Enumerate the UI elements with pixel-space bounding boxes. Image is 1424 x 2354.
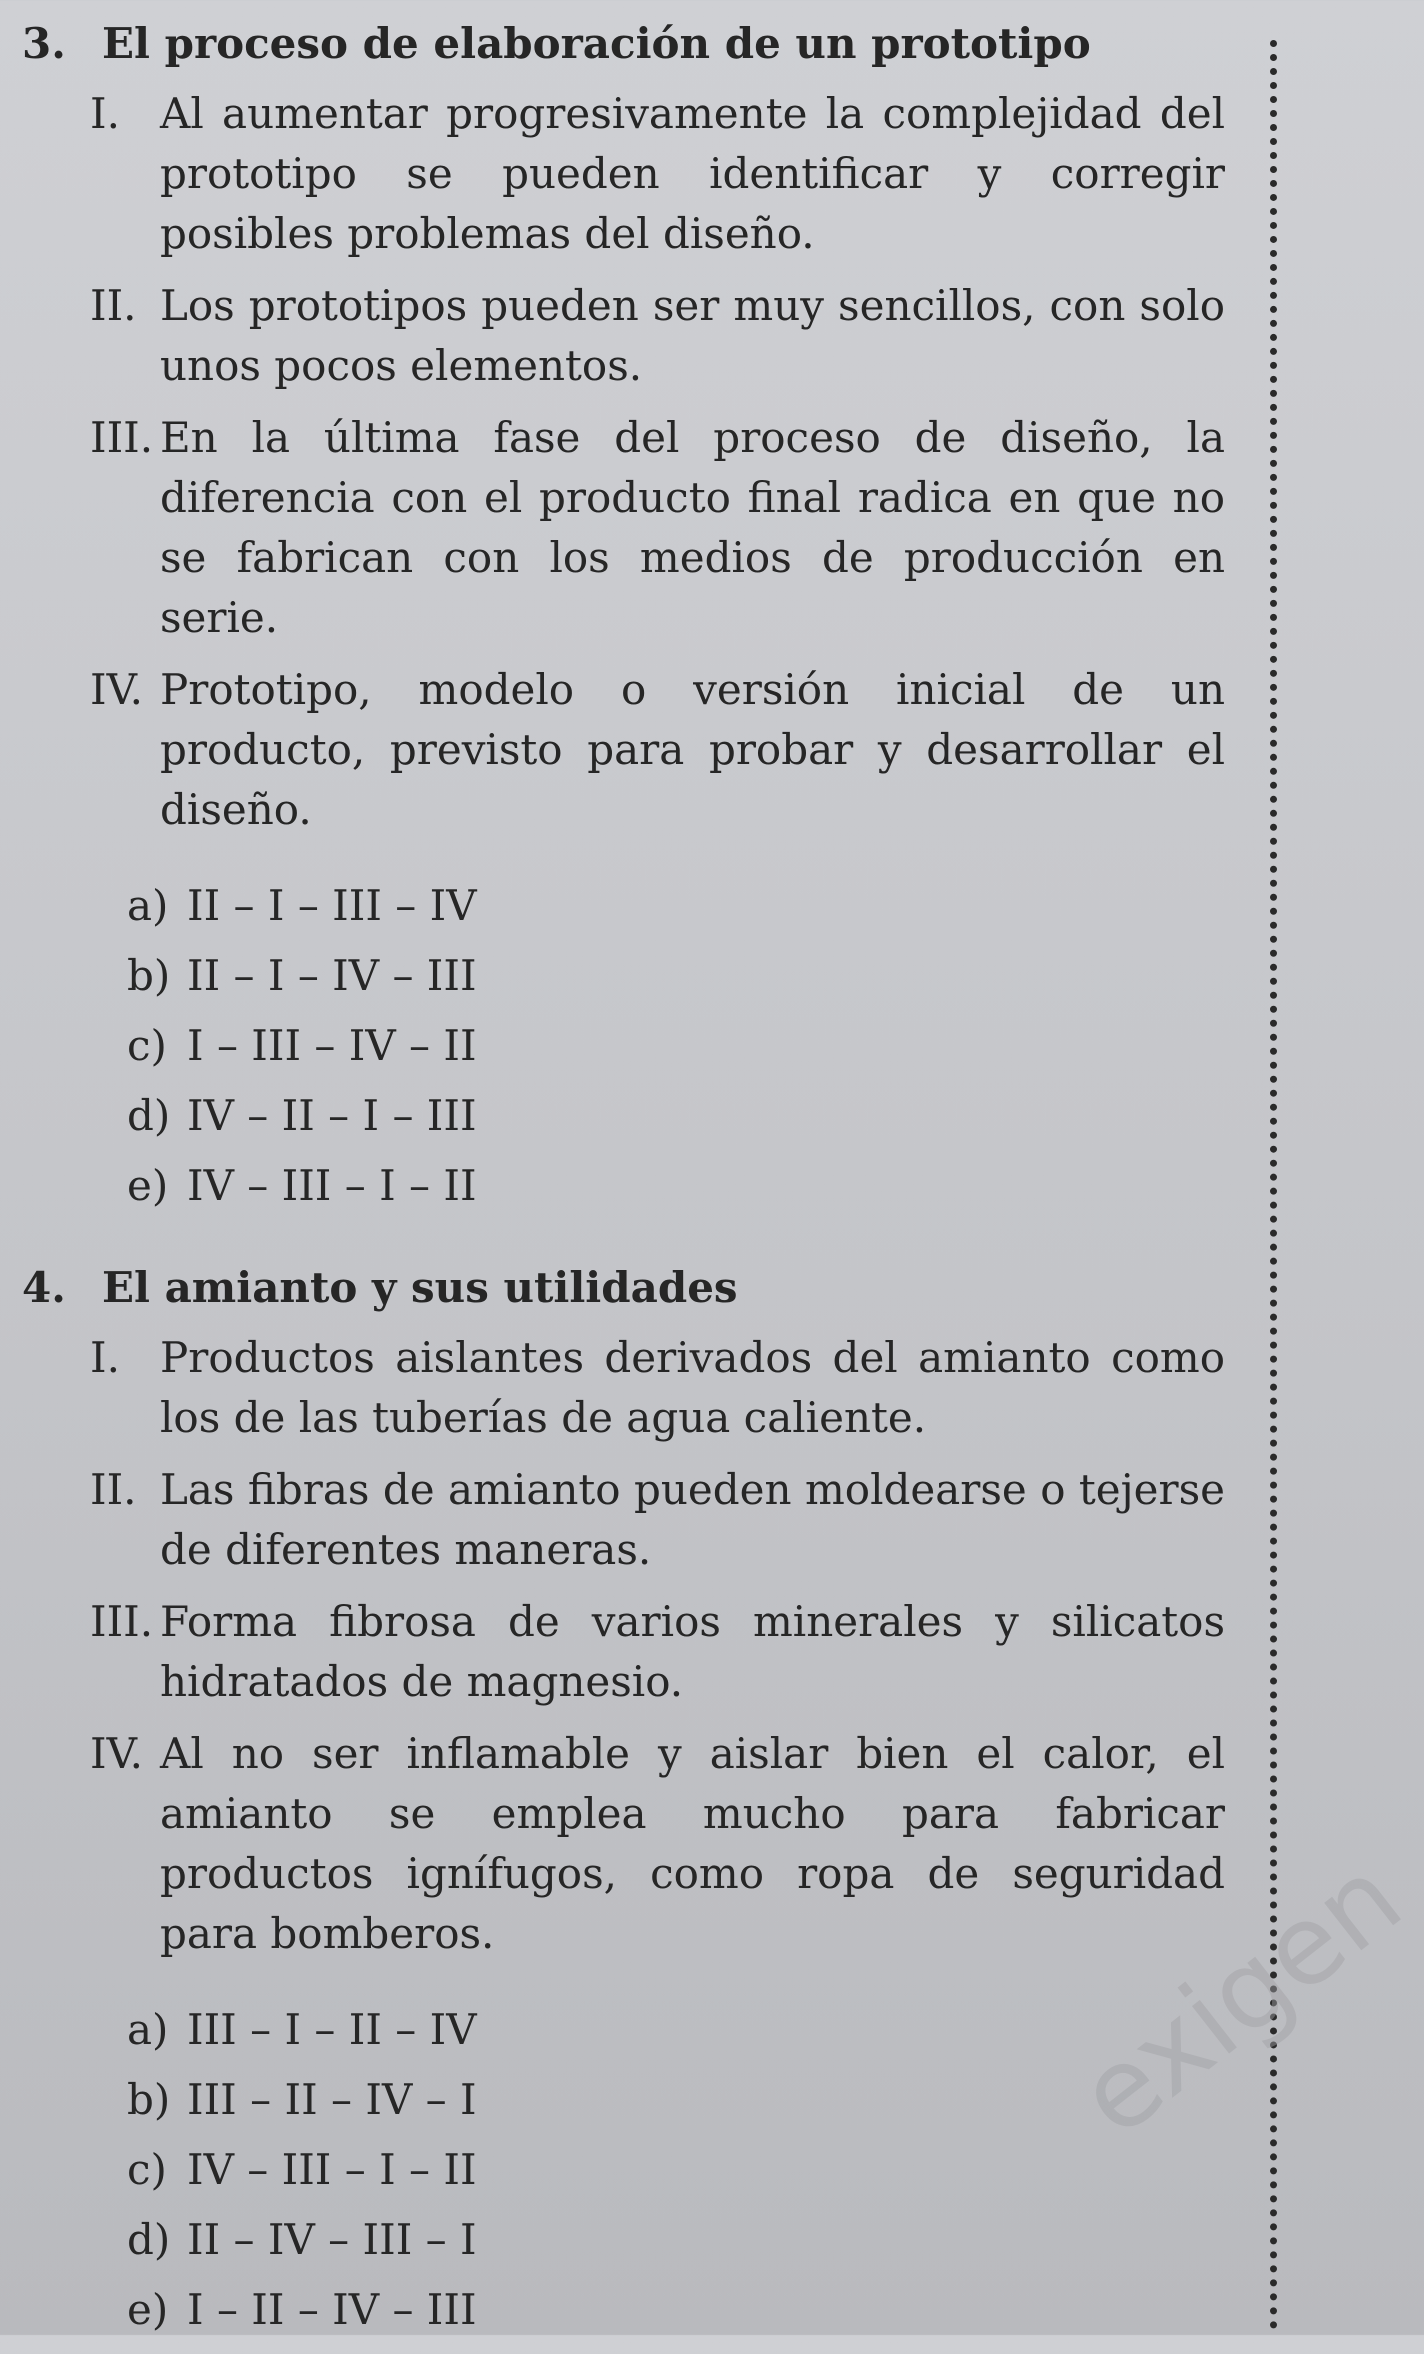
statement-numeral: I. <box>90 1333 120 1382</box>
statement-list <box>22 1328 1252 1964</box>
option-text: II – IV – III – I <box>187 2215 477 2264</box>
statement-text: Forma fibrosa de varios minerales y silicatos hidratados de magnesio. <box>160 1597 1225 1706</box>
option-text: III – II – IV – I <box>187 2075 477 2124</box>
question-title <box>22 1262 1252 1314</box>
question-3 <box>22 18 1252 1230</box>
statement-numeral: III. <box>90 1597 154 1646</box>
question-number: 4. <box>22 1263 66 1312</box>
option-text: II – I – III – IV <box>187 881 477 930</box>
option-d[interactable] <box>22 1090 1252 1160</box>
statement-numeral: II. <box>90 281 137 330</box>
statement-i <box>22 1328 1252 1448</box>
option-letter: c) <box>127 2145 167 2194</box>
option-letter: a) <box>127 881 169 930</box>
option-b[interactable] <box>22 2074 1252 2144</box>
option-list <box>22 880 1252 1230</box>
question-4 <box>22 1262 1252 2354</box>
option-letter: a) <box>127 2005 169 2054</box>
statement-numeral: II. <box>90 1465 137 1514</box>
statement-text: Productos aislantes derivados del amianto como los de las tuberías de agua caliente. <box>160 1333 1225 1442</box>
question-number: 3. <box>22 19 66 68</box>
option-text: III – I – II – IV <box>187 2005 477 2054</box>
statement-list <box>22 84 1252 840</box>
question-title-text: El amianto y sus utilidades <box>102 1263 738 1312</box>
statement-iii <box>22 408 1252 648</box>
option-d[interactable] <box>22 2214 1252 2284</box>
option-text: II – I – IV – III <box>187 951 477 1000</box>
statement-i <box>22 84 1252 264</box>
statement-numeral: I. <box>90 89 120 138</box>
watermark-text: exigen <box>1055 1833 1424 2161</box>
statement-numeral: IV. <box>90 1729 143 1778</box>
question-title <box>22 18 1252 70</box>
option-letter: e) <box>127 1161 169 1210</box>
option-text: I – II – IV – III <box>187 2285 477 2334</box>
statement-numeral: IV. <box>90 665 143 714</box>
option-c[interactable] <box>22 1020 1252 1090</box>
statement-ii <box>22 276 1252 396</box>
statement-iv <box>22 660 1252 840</box>
statement-text: Al aumentar progresivamente la complejidad del prototipo se pueden identificar y corregir posibles problemas del diseño. <box>160 89 1225 258</box>
statement-ii <box>22 1460 1252 1580</box>
statement-text: Al no ser inflamable y aislar bien el calor, el amianto se emplea mucho para fabricar productos ignífugos, como ropa de seguridad para bomberos. <box>160 1729 1225 1958</box>
option-letter: b) <box>127 951 171 1000</box>
statement-numeral: III. <box>90 413 154 462</box>
option-letter: b) <box>127 2075 171 2124</box>
option-c[interactable] <box>22 2144 1252 2214</box>
statement-text: Los prototipos pueden ser muy sencillos, con solo unos pocos elementos. <box>160 281 1225 390</box>
statement-iii <box>22 1592 1252 1712</box>
option-text: IV – II – I – III <box>187 1091 477 1140</box>
statement-text: Las fibras de amianto pueden moldearse o tejerse de diferentes maneras. <box>160 1465 1225 1574</box>
option-a[interactable] <box>22 880 1252 950</box>
option-letter: c) <box>127 1021 167 1070</box>
question-title-text: El proceso de elaboración de un prototipo <box>102 19 1091 68</box>
option-e[interactable] <box>22 1160 1252 1230</box>
option-letter: d) <box>127 2215 171 2264</box>
statement-text: Prototipo, modelo o versión inicial de un producto, previsto para probar y desarrollar el diseño. <box>160 665 1225 834</box>
option-letter: d) <box>127 1091 171 1140</box>
statement-text: En la última fase del proceso de diseño, la diferencia con el producto final radica en que no se fabrican con los medios de producción en serie. <box>160 413 1225 642</box>
option-text: I – III – IV – II <box>187 1021 477 1070</box>
option-text: IV – III – I – II <box>187 2145 477 2194</box>
option-e[interactable] <box>22 2284 1252 2354</box>
option-text: IV – III – I – II <box>187 1161 477 1210</box>
statement-iv <box>22 1724 1252 1964</box>
option-b[interactable] <box>22 950 1252 1020</box>
option-letter: e) <box>127 2285 169 2334</box>
